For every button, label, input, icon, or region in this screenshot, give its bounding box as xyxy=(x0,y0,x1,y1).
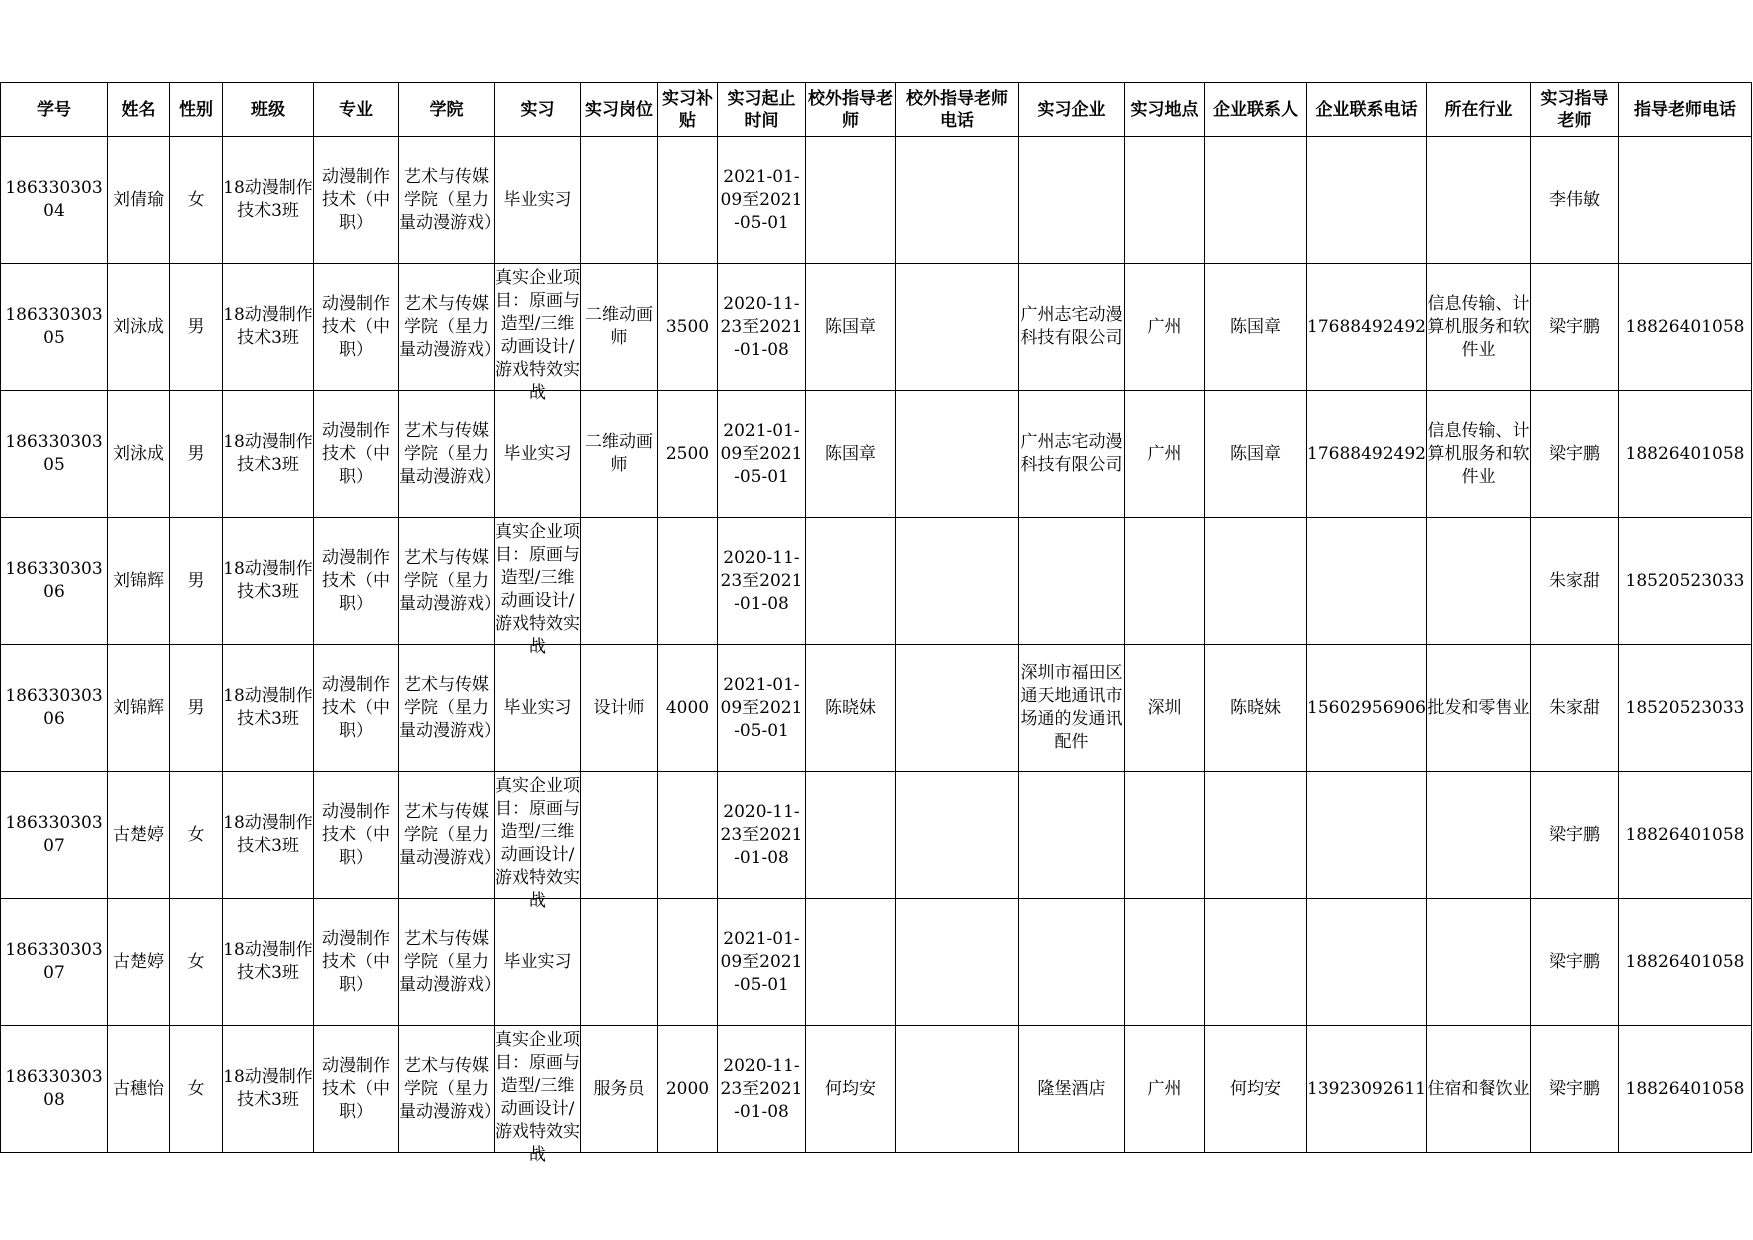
industry-cell xyxy=(1427,1026,1531,1153)
internship-type-text: 真实企业项目：原画与造型/三维动画设计/游戏特效实战 xyxy=(495,1030,580,1165)
student-id-text: 18633030308 xyxy=(5,1067,103,1110)
internship-company-cell xyxy=(1019,137,1125,264)
industry-text: 住宿和餐饮业 xyxy=(1427,1078,1530,1099)
student-id-cell xyxy=(1,264,108,391)
column-header: 实习起止时间 xyxy=(718,83,806,137)
class-cell xyxy=(223,1026,314,1153)
internship-period-text: 2020-11-23至2021-01-08 xyxy=(720,293,803,360)
column-header: 企业联系电话 xyxy=(1307,83,1427,137)
company-contact-phone-cell xyxy=(1307,1026,1427,1153)
industry-cell xyxy=(1427,518,1531,645)
mentor-phone-text: 18826401058 xyxy=(1625,443,1745,464)
college-text: 艺术与传媒学院（星力量动漫游戏） xyxy=(399,801,501,868)
major-cell xyxy=(314,1026,399,1153)
internship-mentor-text: 朱家甜 xyxy=(1549,570,1600,591)
internship-position-text: 二维动画师 xyxy=(585,305,653,348)
internship-location-cell xyxy=(1125,391,1205,518)
class-cell xyxy=(223,137,314,264)
gender-cell xyxy=(170,645,223,772)
company-contact-phone-cell xyxy=(1307,518,1427,645)
internship-mentor-text: 李伟敏 xyxy=(1549,189,1600,210)
internship-mentor-text: 梁宇鹏 xyxy=(1549,824,1600,845)
internship-subsidy-text: 3500 xyxy=(665,316,710,337)
mentor-phone-cell xyxy=(1619,772,1752,899)
internship-subsidy-cell xyxy=(658,772,718,899)
internship-subsidy-text: 2000 xyxy=(665,1078,710,1099)
gender-text: 男 xyxy=(187,570,205,591)
college-cell xyxy=(399,518,501,645)
internship-location-cell xyxy=(1125,264,1205,391)
company-contact-phone-cell xyxy=(1307,645,1427,772)
external-mentor-phone-cell xyxy=(896,645,1019,772)
major-cell xyxy=(314,645,399,772)
gender-text: 女 xyxy=(187,824,205,845)
major-text: 动漫制作技术（中职） xyxy=(322,674,390,741)
gender-cell xyxy=(170,391,223,518)
company-contact-cell xyxy=(1205,1026,1307,1153)
gender-cell xyxy=(170,772,223,899)
mentor-phone-text: 18826401058 xyxy=(1625,1078,1745,1099)
internship-location-cell xyxy=(1125,518,1205,645)
student-name-text: 古楚婷 xyxy=(113,951,164,972)
internship-period-cell xyxy=(718,899,806,1026)
column-header: 性别 xyxy=(170,83,223,137)
student-id-text: 18633030306 xyxy=(5,559,103,602)
class-cell xyxy=(223,645,314,772)
internship-position-text: 二维动画师 xyxy=(585,432,653,475)
gender-cell xyxy=(170,518,223,645)
industry-cell xyxy=(1427,772,1531,899)
column-header: 实习补贴 xyxy=(658,83,718,137)
student-id-text: 18633030306 xyxy=(5,686,103,729)
mentor-phone-cell xyxy=(1619,518,1752,645)
gender-cell xyxy=(170,1026,223,1153)
internship-company-text: 深圳市福田区通天地通讯市场通的发通讯配件 xyxy=(1020,663,1123,752)
mentor-phone-text: 18520523033 xyxy=(1625,697,1745,718)
internship-mentor-cell xyxy=(1531,899,1619,1026)
internship-mentor-text: 梁宇鹏 xyxy=(1549,443,1600,464)
external-mentor-phone-cell xyxy=(896,899,1019,1026)
major-text: 动漫制作技术（中职） xyxy=(322,293,390,360)
student-id-text: 18633030307 xyxy=(5,940,103,983)
internship-subsidy-cell xyxy=(658,391,718,518)
internship-type-text: 真实企业项目：原画与造型/三维动画设计/游戏特效实战 xyxy=(495,776,580,911)
column-header: 所在行业 xyxy=(1427,83,1531,137)
internship-location-cell xyxy=(1125,137,1205,264)
mentor-phone-text: 18826401058 xyxy=(1625,824,1745,845)
internship-mentor-cell xyxy=(1531,264,1619,391)
internship-type-cell xyxy=(495,518,581,657)
internship-position-cell xyxy=(581,391,658,518)
column-header: 实习岗位 xyxy=(581,83,658,137)
student-name-cell xyxy=(108,1026,170,1153)
internship-period-cell xyxy=(718,391,806,518)
table-header xyxy=(1,83,1752,137)
internship-mentor-text: 梁宇鹏 xyxy=(1549,1078,1600,1099)
internship-company-text: 广州志宅动漫科技有限公司 xyxy=(1020,305,1123,348)
student-id-text: 18633030305 xyxy=(5,432,103,475)
internship-mentor-cell xyxy=(1531,1026,1619,1153)
internship-location-text: 广州 xyxy=(1147,1078,1182,1099)
student-id-cell xyxy=(1,137,108,264)
internship-mentor-cell xyxy=(1531,137,1619,264)
internship-subsidy-cell xyxy=(658,137,718,264)
major-text: 动漫制作技术（中职） xyxy=(322,166,390,233)
company-contact-cell xyxy=(1205,264,1307,391)
internship-mentor-cell xyxy=(1531,772,1619,899)
company-contact-cell xyxy=(1205,391,1307,518)
column-header: 学院 xyxy=(399,83,495,137)
industry-cell xyxy=(1427,899,1531,1026)
college-cell xyxy=(399,391,501,518)
gender-cell xyxy=(170,264,223,391)
internship-company-cell xyxy=(1019,518,1125,645)
mentor-phone-cell xyxy=(1619,391,1752,518)
internship-company-cell xyxy=(1019,264,1125,391)
internship-period-cell xyxy=(718,264,806,391)
external-mentor-phone-cell xyxy=(896,772,1019,899)
company-contact-phone-cell xyxy=(1307,772,1427,899)
mentor-phone-cell xyxy=(1619,645,1752,772)
internship-company-text: 广州志宅动漫科技有限公司 xyxy=(1020,432,1123,475)
internship-position-text: 服务员 xyxy=(593,1078,645,1099)
industry-text: 信息传输、计算机服务和软件业 xyxy=(1427,420,1530,487)
college-text: 艺术与传媒学院（星力量动漫游戏） xyxy=(399,674,501,741)
internship-type-text: 毕业实习 xyxy=(503,189,572,210)
company-contact-phone-cell xyxy=(1307,391,1427,518)
major-text: 动漫制作技术（中职） xyxy=(322,420,390,487)
column-header: 实习地点 xyxy=(1125,83,1205,137)
student-name-text: 刘泳成 xyxy=(113,443,164,464)
internship-subsidy-cell xyxy=(658,645,718,772)
company-contact-cell xyxy=(1205,772,1307,899)
column-header: 实习指导老师 xyxy=(1531,83,1619,137)
student-name-text: 古楚婷 xyxy=(113,824,164,845)
class-text: 18动漫制作技术3班 xyxy=(223,432,313,475)
student-name-cell xyxy=(108,645,170,772)
company-contact-phone-text: 17688492492 xyxy=(1307,443,1426,464)
column-header: 校外指导老师电话 xyxy=(896,83,1019,137)
student-name-text: 刘锦辉 xyxy=(113,697,164,718)
internship-location-cell xyxy=(1125,772,1205,899)
column-header: 班级 xyxy=(223,83,314,137)
mentor-phone-cell xyxy=(1619,899,1752,1026)
internship-mentor-cell xyxy=(1531,391,1619,518)
major-cell xyxy=(314,137,399,264)
gender-text: 男 xyxy=(187,697,205,718)
column-header: 指导老师电话 xyxy=(1619,83,1752,137)
company-contact-phone-cell xyxy=(1307,899,1427,1026)
internship-type-cell xyxy=(495,772,581,911)
internship-subsidy-text: 2500 xyxy=(665,443,710,464)
gender-cell xyxy=(170,137,223,264)
external-mentor-text: 陈国章 xyxy=(825,316,876,337)
mentor-phone-text: 18826401058 xyxy=(1625,951,1745,972)
company-contact-phone-text: 17688492492 xyxy=(1307,316,1426,337)
company-contact-text: 陈晓妹 xyxy=(1230,697,1281,718)
internship-subsidy-cell xyxy=(658,899,718,1026)
table-row xyxy=(1,518,1752,645)
company-contact-text: 陈国章 xyxy=(1230,443,1281,464)
internship-period-text: 2020-11-23至2021-01-08 xyxy=(720,801,803,868)
company-contact-phone-text: 15602956906 xyxy=(1307,697,1426,718)
class-text: 18动漫制作技术3班 xyxy=(223,305,313,348)
internship-position-cell xyxy=(581,899,658,1026)
student-id-cell xyxy=(1,772,108,899)
internship-type-text: 真实企业项目：原画与造型/三维动画设计/游戏特效实战 xyxy=(495,522,580,657)
internship-mentor-text: 朱家甜 xyxy=(1549,697,1600,718)
internship-company-cell xyxy=(1019,645,1125,772)
external-mentor-cell xyxy=(806,772,896,899)
student-name-cell xyxy=(108,391,170,518)
college-text: 艺术与传媒学院（星力量动漫游戏） xyxy=(399,420,501,487)
company-contact-text: 陈国章 xyxy=(1230,316,1281,337)
table-row xyxy=(1,391,1752,518)
internship-position-text: 设计师 xyxy=(593,697,645,718)
company-contact-cell xyxy=(1205,899,1307,1026)
internship-position-cell xyxy=(581,264,658,391)
mentor-phone-cell xyxy=(1619,264,1752,391)
internship-period-cell xyxy=(718,645,806,772)
college-text: 艺术与传媒学院（星力量动漫游戏） xyxy=(399,547,501,614)
student-name-cell xyxy=(108,899,170,1026)
internship-type-cell xyxy=(495,899,581,1026)
external-mentor-phone-cell xyxy=(896,518,1019,645)
table-row xyxy=(1,264,1752,391)
student-id-text: 18633030304 xyxy=(5,178,103,221)
internship-location-text: 广州 xyxy=(1147,316,1182,337)
internship-period-text: 2021-01-09至2021-05-01 xyxy=(720,674,803,741)
internship-position-cell xyxy=(581,1026,658,1153)
column-header: 姓名 xyxy=(108,83,170,137)
college-cell xyxy=(399,264,501,391)
internship-subsidy-cell xyxy=(658,518,718,645)
internship-subsidy-cell xyxy=(658,264,718,391)
internship-type-cell xyxy=(495,391,581,518)
internship-location-cell xyxy=(1125,1026,1205,1153)
student-name-text: 古穗怡 xyxy=(113,1078,164,1099)
internship-type-cell xyxy=(495,264,581,403)
class-cell xyxy=(223,899,314,1026)
mentor-phone-cell xyxy=(1619,1026,1752,1153)
table-row xyxy=(1,899,1752,1026)
internship-period-text: 2020-11-23至2021-01-08 xyxy=(720,547,803,614)
college-text: 艺术与传媒学院（星力量动漫游戏） xyxy=(399,928,501,995)
class-text: 18动漫制作技术3班 xyxy=(223,1067,313,1110)
gender-text: 女 xyxy=(187,1078,205,1099)
major-cell xyxy=(314,518,399,645)
header-row xyxy=(1,83,1752,137)
industry-cell xyxy=(1427,264,1531,391)
student-id-cell xyxy=(1,645,108,772)
class-cell xyxy=(223,518,314,645)
external-mentor-cell xyxy=(806,1026,896,1153)
class-text: 18动漫制作技术3班 xyxy=(223,813,313,856)
gender-text: 女 xyxy=(187,189,205,210)
column-header: 专业 xyxy=(314,83,399,137)
major-cell xyxy=(314,264,399,391)
column-header: 校外指导老师 xyxy=(806,83,896,137)
gender-cell xyxy=(170,899,223,1026)
external-mentor-phone-cell xyxy=(896,1026,1019,1153)
external-mentor-phone-cell xyxy=(896,391,1019,518)
internship-company-cell xyxy=(1019,772,1125,899)
college-cell xyxy=(399,772,501,899)
external-mentor-cell xyxy=(806,391,896,518)
table-body xyxy=(1,137,1752,1165)
internship-position-cell xyxy=(581,772,658,899)
internship-period-cell xyxy=(718,1026,806,1153)
internship-period-cell xyxy=(718,137,806,264)
internship-period-text: 2021-01-09至2021-05-01 xyxy=(720,420,803,487)
major-text: 动漫制作技术（中职） xyxy=(322,928,390,995)
internship-position-cell xyxy=(581,137,658,264)
internship-type-cell xyxy=(495,137,581,264)
external-mentor-cell xyxy=(806,518,896,645)
student-id-text: 18633030305 xyxy=(5,305,103,348)
student-name-cell xyxy=(108,518,170,645)
major-cell xyxy=(314,391,399,518)
internship-type-text: 毕业实习 xyxy=(503,951,572,972)
internship-position-cell xyxy=(581,518,658,645)
college-cell xyxy=(399,1026,501,1153)
internship-type-cell xyxy=(495,645,581,772)
student-name-text: 刘泳成 xyxy=(113,316,164,337)
major-text: 动漫制作技术（中职） xyxy=(322,1055,390,1122)
external-mentor-text: 陈国章 xyxy=(825,443,876,464)
student-name-text: 刘倩瑜 xyxy=(113,189,164,210)
company-contact-cell xyxy=(1205,137,1307,264)
internship-position-cell xyxy=(581,645,658,772)
industry-text: 批发和零售业 xyxy=(1427,697,1530,718)
internship-mentor-text: 梁宇鹏 xyxy=(1549,951,1600,972)
student-name-cell xyxy=(108,264,170,391)
industry-cell xyxy=(1427,391,1531,518)
class-cell xyxy=(223,772,314,899)
internship-location-cell xyxy=(1125,645,1205,772)
college-text: 艺术与传媒学院（星力量动漫游戏） xyxy=(399,1055,501,1122)
internship-location-text: 深圳 xyxy=(1147,697,1182,718)
company-contact-phone-cell xyxy=(1307,264,1427,391)
column-header: 企业联系人 xyxy=(1205,83,1307,137)
internship-location-cell xyxy=(1125,899,1205,1026)
internship-type-text: 真实企业项目：原画与造型/三维动画设计/游戏特效实战 xyxy=(495,268,580,403)
class-text: 18动漫制作技术3班 xyxy=(223,559,313,602)
student-name-cell xyxy=(108,772,170,899)
gender-text: 男 xyxy=(187,443,205,464)
table-row xyxy=(1,772,1752,899)
internship-subsidy-text: 4000 xyxy=(665,697,710,718)
major-cell xyxy=(314,899,399,1026)
internship-location-text: 广州 xyxy=(1147,443,1182,464)
company-contact-cell xyxy=(1205,518,1307,645)
company-contact-cell xyxy=(1205,645,1307,772)
internship-company-cell xyxy=(1019,899,1125,1026)
internship-period-text: 2020-11-23至2021-01-08 xyxy=(720,1055,803,1122)
table-row xyxy=(1,1026,1752,1153)
internship-type-cell xyxy=(495,1026,581,1165)
student-id-cell xyxy=(1,899,108,1026)
external-mentor-text: 何均安 xyxy=(825,1078,876,1099)
industry-cell xyxy=(1427,137,1531,264)
internship-mentor-cell xyxy=(1531,645,1619,772)
college-cell xyxy=(399,137,501,264)
student-id-cell xyxy=(1,391,108,518)
gender-text: 男 xyxy=(187,316,205,337)
internship-company-cell xyxy=(1019,391,1125,518)
class-cell xyxy=(223,391,314,518)
external-mentor-phone-cell xyxy=(896,137,1019,264)
external-mentor-cell xyxy=(806,899,896,1026)
college-text: 艺术与传媒学院（星力量动漫游戏） xyxy=(399,293,501,360)
mentor-phone-cell xyxy=(1619,137,1752,264)
student-id-text: 18633030307 xyxy=(5,813,103,856)
external-mentor-cell xyxy=(806,645,896,772)
class-text: 18动漫制作技术3班 xyxy=(223,178,313,221)
student-name-text: 刘锦辉 xyxy=(113,570,164,591)
internship-subsidy-cell xyxy=(658,1026,718,1153)
student-id-cell xyxy=(1,518,108,645)
major-cell xyxy=(314,772,399,899)
table-row xyxy=(1,137,1752,264)
column-header: 实习 xyxy=(495,83,581,137)
company-contact-text: 何均安 xyxy=(1230,1078,1281,1099)
internship-period-cell xyxy=(718,518,806,645)
internship-table xyxy=(0,82,1752,1165)
internship-period-text: 2021-01-09至2021-05-01 xyxy=(720,166,803,233)
company-contact-phone-cell xyxy=(1307,137,1427,264)
class-cell xyxy=(223,264,314,391)
student-id-cell xyxy=(1,1026,108,1153)
gender-text: 女 xyxy=(187,951,205,972)
industry-cell xyxy=(1427,645,1531,772)
class-text: 18动漫制作技术3班 xyxy=(223,940,313,983)
company-contact-phone-text: 13923092611 xyxy=(1307,1078,1426,1099)
internship-period-text: 2021-01-09至2021-05-01 xyxy=(720,928,803,995)
table-row xyxy=(1,645,1752,772)
internship-company-text: 隆堡酒店 xyxy=(1037,1078,1106,1099)
class-text: 18动漫制作技术3班 xyxy=(223,686,313,729)
external-mentor-phone-cell xyxy=(896,264,1019,391)
internship-type-text: 毕业实习 xyxy=(503,697,572,718)
mentor-phone-text: 18826401058 xyxy=(1625,316,1745,337)
internship-mentor-text: 梁宇鹏 xyxy=(1549,316,1600,337)
external-mentor-cell xyxy=(806,137,896,264)
mentor-phone-text: 18520523033 xyxy=(1625,570,1745,591)
industry-text: 信息传输、计算机服务和软件业 xyxy=(1427,293,1530,360)
student-name-cell xyxy=(108,137,170,264)
college-cell xyxy=(399,645,501,772)
external-mentor-cell xyxy=(806,264,896,391)
internship-type-text: 毕业实习 xyxy=(503,443,572,464)
column-header: 实习企业 xyxy=(1019,83,1125,137)
internship-period-cell xyxy=(718,772,806,899)
college-cell xyxy=(399,899,501,1026)
major-text: 动漫制作技术（中职） xyxy=(322,801,390,868)
major-text: 动漫制作技术（中职） xyxy=(322,547,390,614)
column-header: 学号 xyxy=(1,83,108,137)
external-mentor-text: 陈晓妹 xyxy=(825,697,876,718)
internship-company-cell xyxy=(1019,1026,1125,1153)
college-text: 艺术与传媒学院（星力量动漫游戏） xyxy=(399,166,501,233)
internship-mentor-cell xyxy=(1531,518,1619,645)
